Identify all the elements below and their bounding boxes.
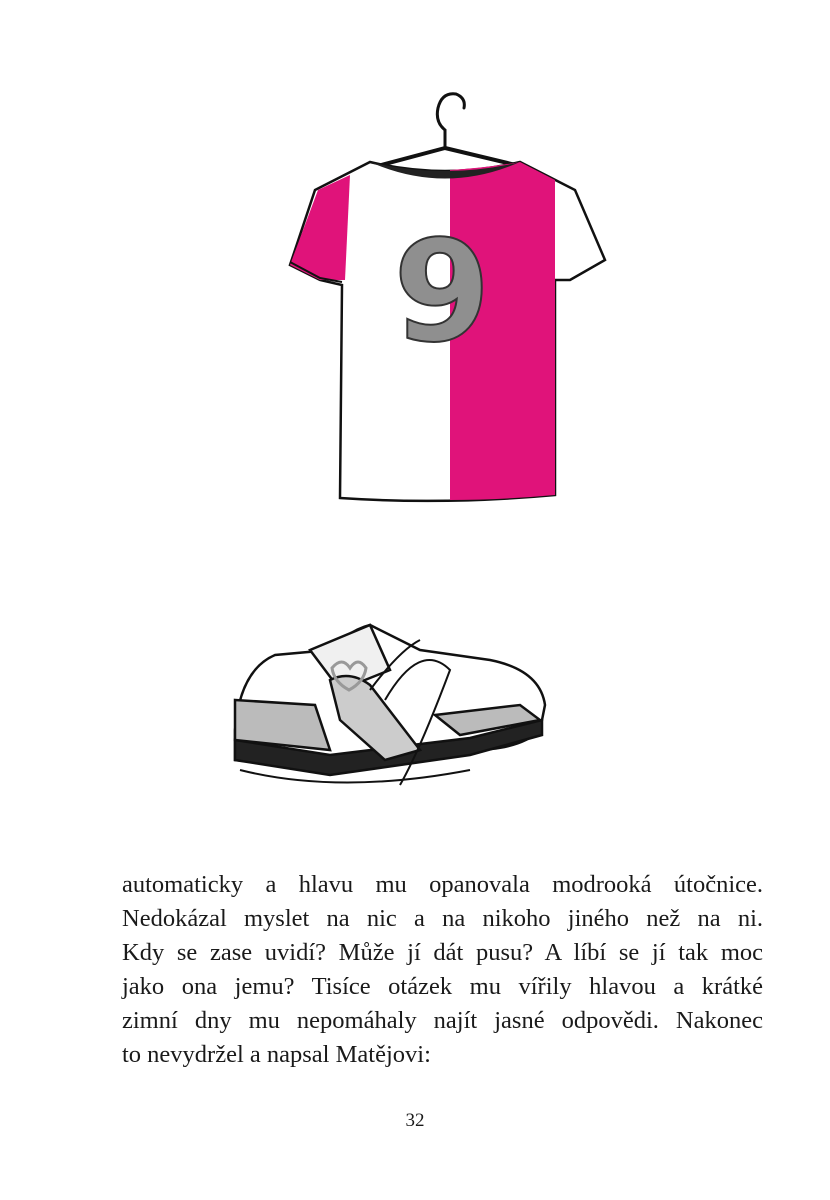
- text-line: Nedokázal myslet na nic a na nikoho jiného než na ni.: [122, 905, 763, 932]
- text-line: to nevydržel a napsal Matějovi:: [122, 1041, 431, 1068]
- jersey-on-hanger-illustration: [270, 70, 620, 510]
- sneaker-illustration: [220, 610, 560, 840]
- text-line: Kdy se zase uvidí? Může jí dát pusu? A líbí se jí tak moc: [122, 939, 763, 966]
- text-line: automaticky a hlavu mu opanovala modrooká útočnice.: [122, 871, 763, 898]
- text-line: jako ona jemu? Tisíce otázek mu vířily hlavou a krátké: [122, 973, 763, 1000]
- text-line: zimní dny mu nepomáhaly najít jasné odpovědi. Nakonec: [122, 1007, 763, 1034]
- jersey-left-sleeve: [290, 175, 350, 280]
- page-number: 32: [405, 1110, 425, 1131]
- body-paragraph: [122, 868, 763, 1072]
- jersey-number: 9: [393, 211, 491, 374]
